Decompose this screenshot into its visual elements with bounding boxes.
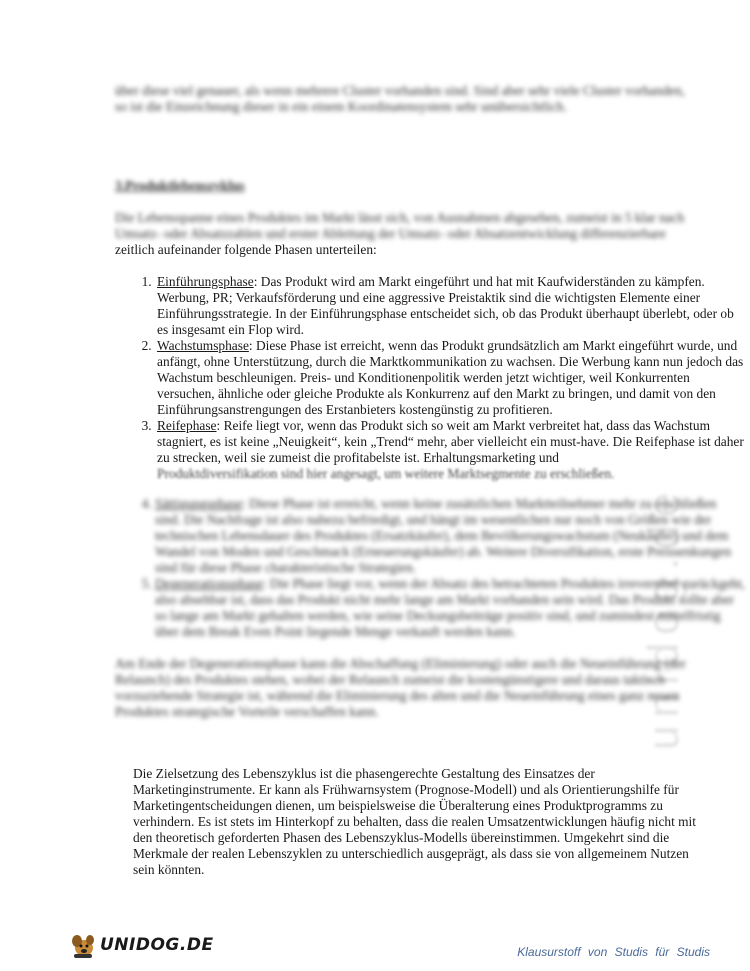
phase-term: Sättigungsphase: [155, 496, 243, 511]
list-item: [155, 338, 745, 418]
phase-text-cut: Produktdiversifikation sind hier angesagt, um weitere Marktsegmente zu erschließen.: [157, 466, 615, 481]
dog-logo-icon: [68, 931, 98, 959]
footer-logo: [68, 930, 214, 960]
phase-term: Wachstumsphase: [157, 338, 249, 353]
phase-list: [115, 274, 745, 481]
list-item: [155, 418, 745, 481]
list-item: [155, 496, 745, 576]
logo-text: UNIDOG.DE: [100, 935, 214, 955]
blurred-paragraph-conclusion: Am Ende der Degenerationsphase kann die Abschaffung (Eliminierung) oder auch die Neueinführung (der Relaunch) des Produktes stehen, wobei der Relaunch zumeist die kostengünstigere und daraus taktisch vorzuziehende Strategie ist, während die Eliminierung des alten und die Neueinführung eines ganz neuen Produktes strategische Vorteile verschaffen kann.: [115, 656, 686, 719]
phase-text: : Das Produkt wird am Markt eingeführt und hat mit Kaufwiderständen zu kämpfen. Werbung, PR; Verkaufsförderung und eine aggressive Preistaktik sind die wichtigsten Elemente einer Einführungsstrategie. In der Einführungsphase entscheidet sich, ob das Produkt überhaupt überlebt, oder ob es insgesamt ein Flop wird.: [157, 274, 734, 337]
blurred-paragraph-top: über diese viel genauer, als wenn mehrere Cluster vorhanden sind. Sind aber sehr viele Cluster vorhanden, so ist die Einzeichnung dieser in ein einem Koordinatensystem sehr unübersichtlich.: [115, 83, 685, 114]
blurred-phase-list: [115, 496, 745, 640]
phase-text: : Diese Phase ist erreicht, wenn das Produkt grundsätzlich am Markt eingeführt wurde, und anfängt, ohne Unterstützung, durch die Marktkommunikation zu wachsen. Die Werbung kann nun jedoch das Wachstum beschleunigen. Preis- und Konditionenpolitik werden jetzt wichtiger, weil Konkurrenten versuchen, ähnliche oder gleiche Produkte als Konkurrenz auf den Markt zu bringen, und damit von den Einführungsanstrengungen des Erstanbieters kostengünstig zu profitieren.: [157, 338, 744, 417]
phase-term: Degenerationsphase: [155, 576, 263, 591]
list-item: [155, 274, 745, 338]
watermark: unidog.de: [639, 484, 688, 750]
phase-text: : Diese Phase ist erreicht, wenn keine zusätzlichen Marktteilnehmer mehr zu erschließen sind. Die Nachfrage ist also nahezu befriedigt, und hängt im wesentlichen nur noch von Größen wie der technischen Lebensdauer des Produktes (Ersatzkäufer), dem Bevölkerungswachstum (Neukäufer) und dem Wandel von Moden und Geschmack (Erneuerungskäufer) ab. Weitere Diversifikation, erste Preissenkungen sind für diese Phase charakteristische Strategien.: [155, 496, 732, 575]
intro-paragraph: [115, 210, 700, 258]
intro-clear-text: zeitlich aufeinander folgende Phasen unterteilen:: [115, 242, 377, 257]
footer-tagline: Klausurstoff von Studis für Studis: [517, 945, 710, 959]
list-item: [155, 576, 745, 640]
phase-text: : Die Phase liegt vor, wenn der Absatz des betrachteten Produktes irreversibel zurückgeht, also absehbar ist, dass das Produkt nicht mehr lange am Markt vorhanden sein wird. Das Produkt sollte aber so lange am Markt gehalten werden, wie seine Deckungsbeiträge positiv sind, und zumindest mittelfristig über dem Break Even Point liegende Menge verkauft werden kann.: [155, 576, 745, 639]
section-heading: 3.Produktlebenszyklus: [115, 178, 245, 193]
intro-blurred-text: Die Lebensspanne eines Produktes im Markt lässt sich, von Ausnahmen abgesehen, zumeist in 5 klar nach Umsatz- oder Absatzzahlen und erster Ableitung der Umsatz- oder Absatzentwicklung differenzierbare: [115, 210, 685, 241]
phase-term: Reifephase: [157, 418, 217, 433]
final-paragraph: Die Zielsetzung des Lebenszyklus ist die phasengerechte Gestaltung des Einsatzes der Marketinginstrumente. Er kann als Frühwarnsystem (Prognose-Modell) und als Orientierungshilfe für Marketingentscheidungen dienen, um beispielsweise die Überalterung eines Produktprogramms zu verhindern. Es ist stets im Hinterkopf zu behalten, dass die realen Umsatzentwicklungen häufig nicht mit den theoretisch geforderten Phasen des Lebenszyklus-Modells übereinstimmen. Umgekehrt sind die Merkmale der realen Lebenszyklen zu unterschiedlich ausgeprägt, als dass sie von allgemeinem Nutzen sein könnten.: [133, 766, 697, 877]
phase-text: : Reife liegt vor, wenn das Produkt sich so weit am Markt verbreitet hat, dass das Wachstum stagniert, es ist keine „Neuigkeit“, kein „Trend“ mehr, aber vielleicht ein must-have. Die Reifephase ist daher zu strecken, weil sie zumeist die profitabelste ist. Erhaltungsmarketing und: [157, 418, 744, 465]
phase-term: Einführungsphase: [157, 274, 254, 289]
